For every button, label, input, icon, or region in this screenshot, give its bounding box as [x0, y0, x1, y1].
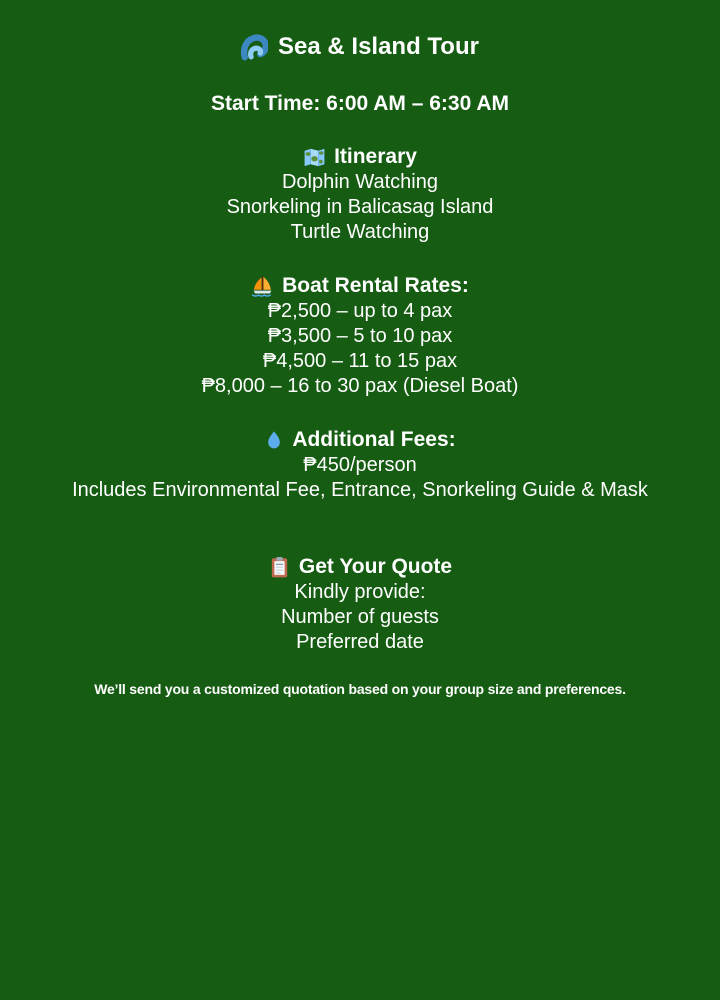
footer-note: We’ll send you a customized quotation based on your group size and preferences.: [94, 681, 626, 697]
page-title: [0, 33, 720, 61]
section-quote: [0, 554, 720, 655]
page-title-text: Sea & Island Tour: [278, 33, 479, 60]
quote-item: Number of guests: [281, 606, 439, 628]
quote-heading: [0, 554, 720, 580]
rate-item: ₱2,500 – up to 4 pax: [267, 300, 453, 322]
itinerary-heading: [0, 144, 720, 170]
rate-item: ₱4,500 – 11 to 15 pax: [262, 350, 458, 372]
quote-item: Kindly provide:: [294, 581, 426, 603]
section-boat-rates: [0, 273, 720, 399]
rate-item: ₱3,500 – 5 to 10 pax: [267, 325, 453, 347]
rate-item: ₱8,000 – 16 to 30 pax (Diesel Boat): [201, 375, 519, 397]
droplet-icon: [264, 430, 284, 450]
sailboat-icon: [251, 275, 274, 298]
clipboard-icon: [268, 556, 291, 579]
itinerary-heading-text: Itinerary: [334, 145, 417, 168]
quote-item: Preferred date: [296, 631, 424, 653]
itinerary-item: Turtle Watching: [290, 221, 430, 243]
fee-item: Includes Environmental Fee, Entrance, Snorkeling Guide & Mask: [72, 479, 648, 501]
boat-rates-heading: [0, 273, 720, 299]
start-time: Start Time: 6:00 AM – 6:30 AM: [211, 92, 509, 115]
wave-icon: [241, 34, 268, 61]
additional-fees-heading-text: Additional Fees:: [292, 428, 456, 451]
fee-item: ₱450/person: [303, 454, 417, 476]
section-itinerary: [0, 144, 720, 245]
itinerary-item: Dolphin Watching: [281, 171, 438, 193]
quote-heading-text: Get Your Quote: [298, 555, 453, 578]
additional-fees-heading: [0, 427, 720, 453]
map-icon: [303, 146, 326, 169]
boat-rates-heading-text: Boat Rental Rates:: [282, 274, 469, 297]
itinerary-item: Snorkeling in Balicasag Island: [226, 196, 494, 218]
section-additional-fees: [0, 427, 720, 503]
